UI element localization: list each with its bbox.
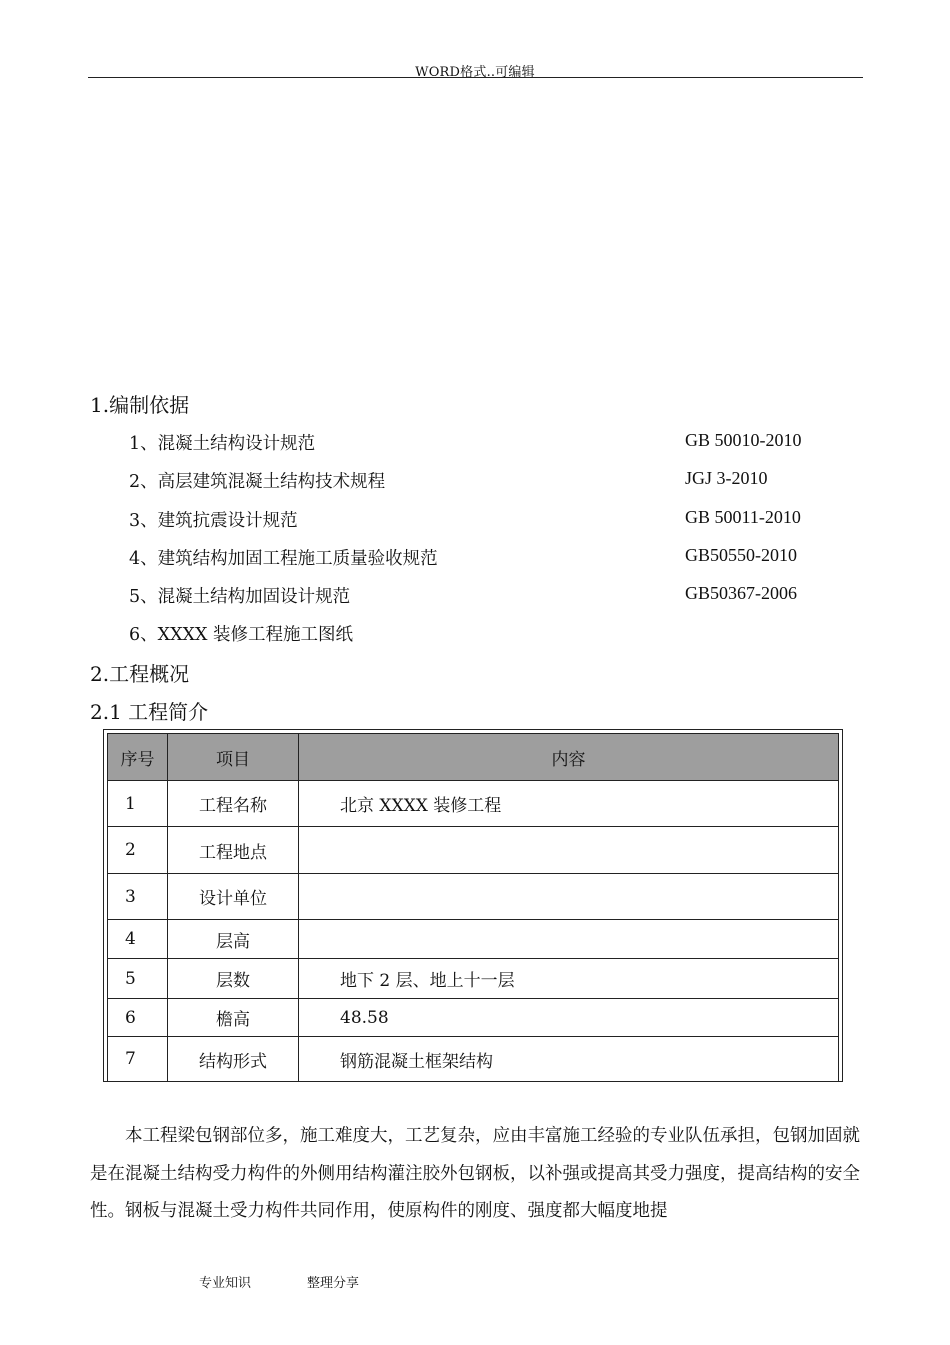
project-table-frame xyxy=(103,729,843,1082)
table-row xyxy=(108,781,839,827)
cell-item: 工程名称 xyxy=(168,781,299,827)
cell-item: 设计单位 xyxy=(168,874,299,920)
cell-no: 7 xyxy=(108,1037,168,1082)
table-row xyxy=(108,959,839,999)
footer-left-text: 专业知识 xyxy=(199,1276,252,1291)
cell-item: 层高 xyxy=(168,920,299,959)
col-header-content: 内容 xyxy=(299,734,839,781)
table-row xyxy=(108,827,839,874)
reference-item xyxy=(129,507,829,545)
section-2-title: 2.工程概况 xyxy=(90,662,190,686)
cell-content: 北京 XXXX 装修工程 xyxy=(299,781,839,827)
body-paragraph: 本工程梁包钢部位多，施工难度大，工艺复杂，应由丰富施工经验的专业队伍承担，包钢加固就是在混凝土结构受力构件的外侧用结构灌注胶外包钢板，以补强或提高其受力强度，提高结构的安全性。钢板与混凝土受力构件共同作用，使原构件的刚度、强度都大幅度地提 xyxy=(90,1126,860,1221)
cell-item: 层数 xyxy=(168,959,299,999)
reference-title: 3、建筑抗震设计规范 xyxy=(129,510,298,531)
reference-code: GB50550-2010 xyxy=(685,544,797,565)
reference-list xyxy=(129,430,829,660)
cell-content: 钢筋混凝土框架结构 xyxy=(299,1037,839,1082)
table-row xyxy=(108,920,839,959)
cell-content xyxy=(299,874,839,920)
cell-no: 1 xyxy=(108,781,168,827)
cell-no: 4 xyxy=(108,920,168,959)
reference-code: GB 50010-2010 xyxy=(685,430,802,450)
table-row xyxy=(108,999,839,1037)
cell-content: 48.58 xyxy=(299,999,839,1037)
reference-title: 2、高层建筑混凝土结构技术规程 xyxy=(129,472,386,493)
reference-title: 6、XXXX 装修工程施工图纸 xyxy=(129,625,354,646)
col-header-no: 序号 xyxy=(108,734,168,781)
cell-content xyxy=(299,827,839,874)
reference-item xyxy=(129,430,829,468)
cell-no: 6 xyxy=(108,999,168,1037)
cell-item: 工程地点 xyxy=(168,827,299,874)
reference-code: GB 50011-2010 xyxy=(685,506,801,527)
header-text: WORD格式..可编辑 xyxy=(415,65,535,80)
cell-item: 檐高 xyxy=(168,999,299,1037)
footer-right-text: 整理分享 xyxy=(307,1276,360,1291)
cell-no: 3 xyxy=(108,874,168,920)
project-table xyxy=(107,733,839,1082)
reference-item xyxy=(129,621,829,659)
cell-content: 地下 2 层、地上十一层 xyxy=(299,959,839,999)
reference-item xyxy=(129,583,829,621)
reference-item xyxy=(129,468,829,506)
table-row xyxy=(108,1037,839,1082)
cell-item: 结构形式 xyxy=(168,1037,299,1082)
col-header-item: 项目 xyxy=(168,734,299,781)
reference-title: 5、混凝土结构加固设计规范 xyxy=(129,587,351,608)
header-rule xyxy=(88,77,863,78)
reference-title: 4、建筑结构加固工程施工质量验收规范 xyxy=(129,548,438,569)
section-2-1-title: 2.1 工程简介 xyxy=(90,700,209,724)
table-row xyxy=(108,874,839,920)
table-header-row xyxy=(108,734,839,781)
reference-code: GB50367-2006 xyxy=(685,583,797,604)
cell-no: 5 xyxy=(108,959,168,999)
cell-content xyxy=(299,920,839,959)
cell-no: 2 xyxy=(108,827,168,874)
reference-code: JGJ 3-2010 xyxy=(685,468,768,489)
reference-item xyxy=(129,545,829,583)
section-1-title: 1.编制依据 xyxy=(90,393,190,417)
reference-title: 1、混凝土结构设计规范 xyxy=(129,434,316,454)
